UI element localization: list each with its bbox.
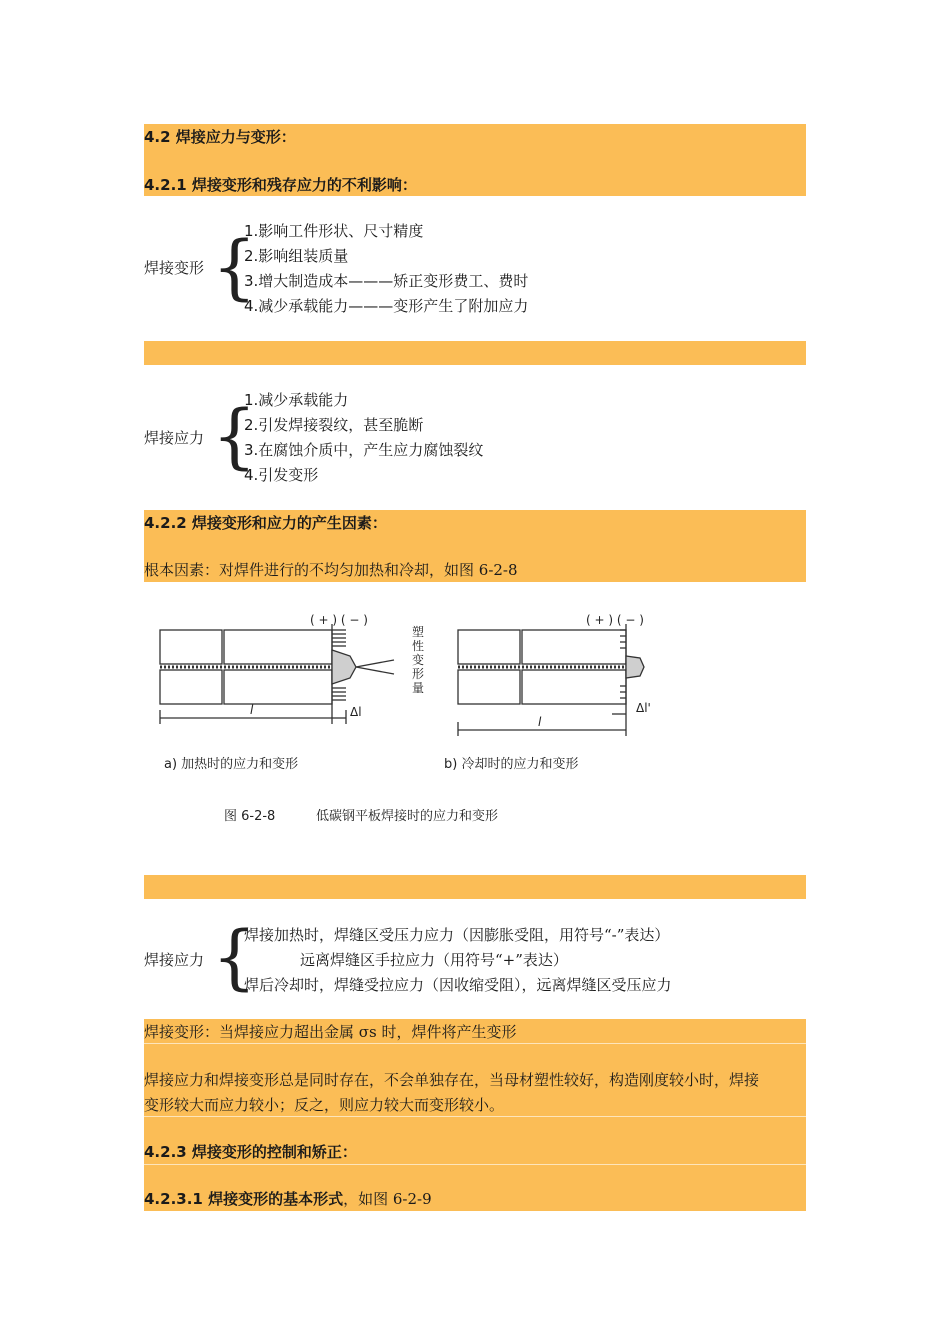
stress-item-1: 1.减少承载能力 [244, 391, 349, 409]
heading-4-2-3-1-bold: 4.2.3.1 焊接变形的基本形式 [144, 1190, 344, 1208]
band-divider-1 [144, 1043, 806, 1044]
stress-item-2: 2.引发焊接裂纹，甚至脆断 [244, 416, 424, 434]
plastic-label-5: 量 [412, 681, 425, 695]
deform-item-4: 4.减少承载能力———变形产生了附加应力 [244, 297, 529, 315]
heading-4-2-3-1-rest: ，如图 6-2-9 [343, 1190, 432, 1208]
band-empty-2 [144, 875, 806, 899]
deform-item-3: 3.增大制造成本———矫正变形费工、费时 [244, 272, 529, 290]
band-divider-3 [144, 1164, 806, 1165]
plate-b-bottom-left [458, 670, 520, 704]
plate-a-top-right [224, 630, 332, 664]
band-divider-2 [144, 1116, 806, 1117]
plate-b-top-left [458, 630, 520, 664]
stress2-item-3: 焊后冷却时，焊缝受拉应力（因收缩受阻），远离焊缝区受压应力 [244, 976, 672, 994]
stress-group2-brace: { [212, 916, 257, 998]
delta-a: Δl [350, 705, 362, 719]
plastic-label-1: 塑 [412, 625, 425, 639]
plate-b-top-right [522, 630, 626, 664]
heading-4-2: 4.2 焊接应力与变形： [144, 128, 296, 146]
band-deform-note [144, 1019, 806, 1211]
plate-a-bottom-left [160, 670, 222, 704]
relation-line-2: 变形较大而应力较小；反之，则应力较大而变形较小。 [144, 1096, 505, 1114]
plastic-label-2: 性 [412, 639, 425, 653]
caption-b: b) 冷却时的应力和变形 [444, 757, 579, 772]
caption-main-number: 图 6-2-8 [224, 809, 276, 824]
root-cause-text: 根本因素：对焊件进行的不均匀加热和冷却，如图 6-2-8 [144, 561, 518, 579]
length-b: l [538, 715, 542, 729]
stress2-item-1: 焊接加热时，焊缝区受压力应力（因膨胀受阻，用符号“-”表达） [244, 926, 670, 944]
plate-a-bottom-right [224, 670, 332, 704]
stress-group2-label: 焊接应力 [144, 951, 205, 969]
signs-b: ( + ) ( − ) [586, 613, 644, 627]
plastic-label-3: 变 [412, 653, 425, 667]
caption-a: a) 加热时的应力和变形 [164, 757, 299, 772]
plate-b-bottom-right [522, 670, 626, 704]
heading-4-2-1: 4.2.1 焊接变形和残存应力的不利影响： [144, 176, 417, 194]
deform-group-label: 焊接变形 [144, 259, 205, 277]
deform-group-brace: { [212, 226, 257, 308]
heading-4-2-3: 4.2.3 焊接变形的控制和矫正： [144, 1143, 357, 1161]
band-empty-1 [144, 341, 806, 365]
stress2-item-2: 远离焊缝区手拉应力（用符号“+”表达） [300, 951, 568, 969]
stress-group-brace: { [212, 395, 257, 477]
delta-b: Δl' [636, 701, 651, 715]
heading-4-2-3-1 [144, 1189, 432, 1209]
stress-item-3: 3.在腐蚀介质中，产生应力腐蚀裂纹 [244, 441, 484, 459]
relation-line-1: 焊接应力和焊接变形总是同时存在，不会单独存在，当母材塑性较好，构造刚度较小时，焊接 [144, 1071, 760, 1089]
length-a: l [250, 703, 254, 717]
figure-6-2-8 [150, 612, 670, 832]
deform-item-2: 2.影响组装质量 [244, 247, 349, 265]
signs-a: ( + ) ( − ) [310, 613, 368, 627]
stress-item-4: 4.引发变形 [244, 466, 319, 484]
plate-a-top-left [160, 630, 222, 664]
deform-item-1: 1.影响工件形状、尺寸精度 [244, 222, 424, 240]
deform-note-text: 焊接变形：当焊接应力超出金属 σs 时，焊件将产生变形 [144, 1023, 517, 1041]
stress-group-label: 焊接应力 [144, 429, 205, 447]
caption-main-text: 低碳钢平板焊接时的应力和变形 [316, 809, 499, 824]
heading-4-2-2: 4.2.2 焊接变形和应力的产生因素： [144, 514, 387, 532]
plastic-label-4: 形 [412, 667, 425, 681]
